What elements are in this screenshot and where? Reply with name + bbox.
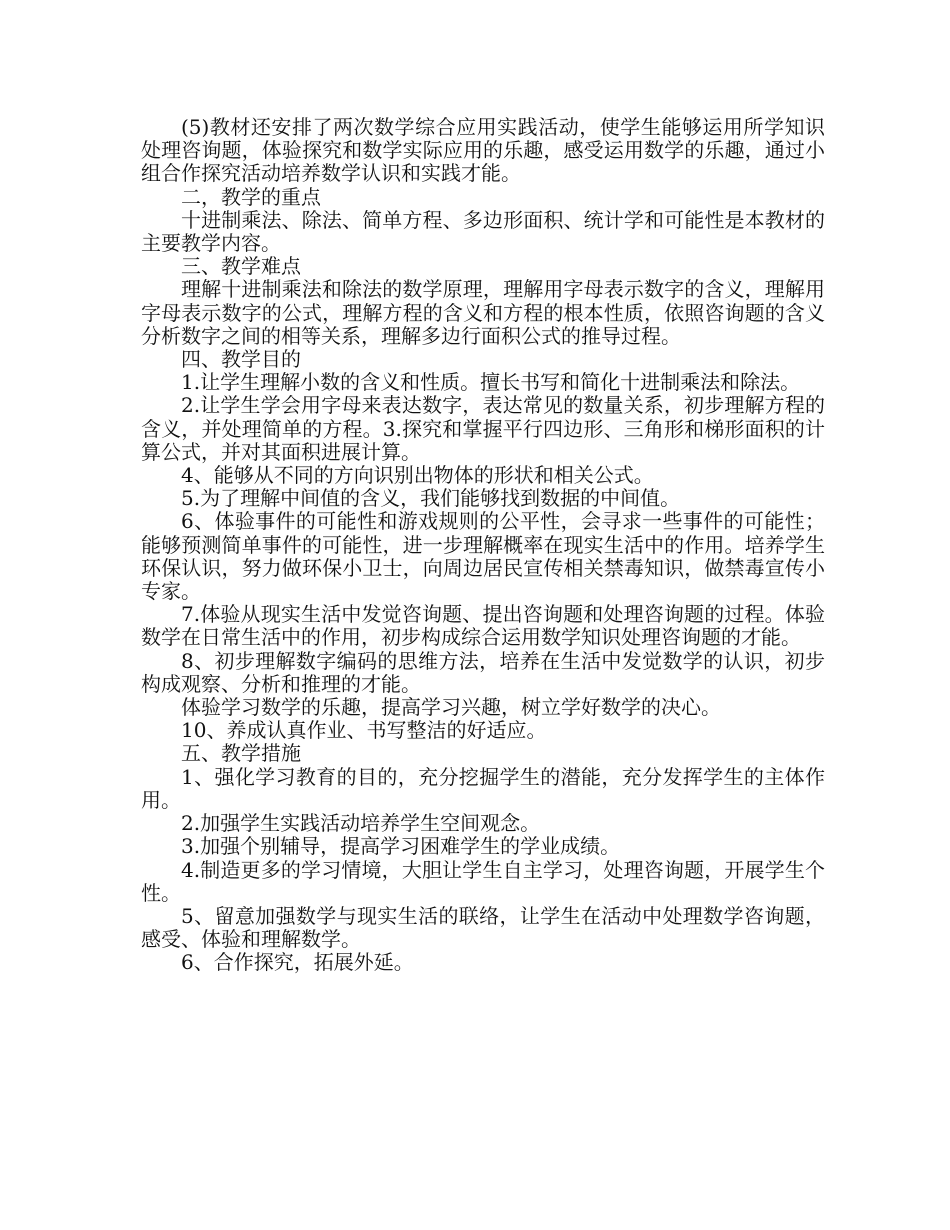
measure-item-3: 3.加强个别辅导，提高学习困难学生的学业成绩。	[181, 834, 621, 859]
measure-item-6: 6、合作探究，拓展外延。	[181, 950, 414, 975]
measure-item-2: 2.加强学生实践活动培养学生空间观念。	[181, 811, 541, 836]
objective-item-4: 4、能够从不同的方向识别出物体的形状和相关公式。	[181, 463, 654, 488]
heading-measures: 五、教学措施	[181, 741, 301, 766]
document-body	[141, 116, 825, 975]
objective-item-8: 8、初步理解数字编码的思维方法，培养在生活中发觉数学的认识，初步构成观察、分析和推理的才能。	[141, 648, 825, 696]
paragraph-difficulties: 理解十进制乘法和除法的数学原理，理解用字母表示数字的含义，理解用字母表示数字的公式，理解方程的含义和方程的根本性质，依照咨询题的含义分析数字之间的相等关系，理解多边行面积公式的推导过程。	[141, 277, 825, 348]
heading-difficulties: 三、教学难点	[181, 254, 301, 279]
heading-objectives: 四、教学目的	[181, 347, 301, 372]
paragraph-activities: (5)教材还安排了两次数学综合应用实践活动，使学生能够运用所学知识处理咨询题，体验探究和数学实际应用的乐趣，感受运用数学的乐趣，通过小组合作探究活动培养数学认识和实践才能。	[141, 115, 825, 186]
measure-item-4: 4.制造更多的学习情境，大胆让学生自主学习，处理咨询题，开展学生个性。	[141, 857, 825, 905]
objective-item-7: 7.体验从现实生活中发觉咨询题、提出咨询题和处理咨询题的过程。体验数学在日常生活中的作用，初步构成综合运用数学知识处理咨询题的才能。	[141, 602, 825, 650]
measure-item-1: 1、强化学习教育的目的，充分挖掘学生的潜能，充分发挥学生的主体作用。	[141, 764, 825, 812]
objective-item-10: 10、养成认真作业、书写整洁的好适应。	[181, 718, 547, 743]
paragraph-key-points: 十进制乘法、除法、简单方程、多边形面积、统计学和可能性是本教材的主要教学内容。	[141, 207, 825, 256]
objective-item-6: 6、体验事件的可能性和游戏规则的公平性，会寻求一些事件的可能性；能够预测简单事件的可能性，进一步理解概率在现实生活中的作用。培养学生环保认识，努力做环保小卫士，向周边居民宣传相关禁毒知识，做禁毒宣传小专家。	[141, 509, 825, 604]
objective-item-1: 1.让学生理解小数的含义和性质。擅长书写和简化十进制乘法和除法。	[181, 370, 801, 395]
objective-item-5: 5.为了理解中间值的含义，我们能够找到数据的中间值。	[181, 486, 681, 511]
objective-item-2-3: 2.让学生学会用字母来表达数字，表达常见的数量关系，初步理解方程的含义，并处理简单的方程。3.探究和掌握平行四边形、三角形和梯形面积的计算公式，并对其面积进展计算。	[141, 393, 825, 464]
measure-item-5: 5、留意加强数学与现实生活的联络，让学生在活动中处理数学咨询题，感受、体验和理解数学。	[141, 903, 825, 952]
heading-key-points: 二，教学的重点	[181, 184, 321, 209]
objective-item-9: 体验学习数学的乐趣，提高学习兴趣，树立学好数学的决心。	[181, 695, 721, 720]
